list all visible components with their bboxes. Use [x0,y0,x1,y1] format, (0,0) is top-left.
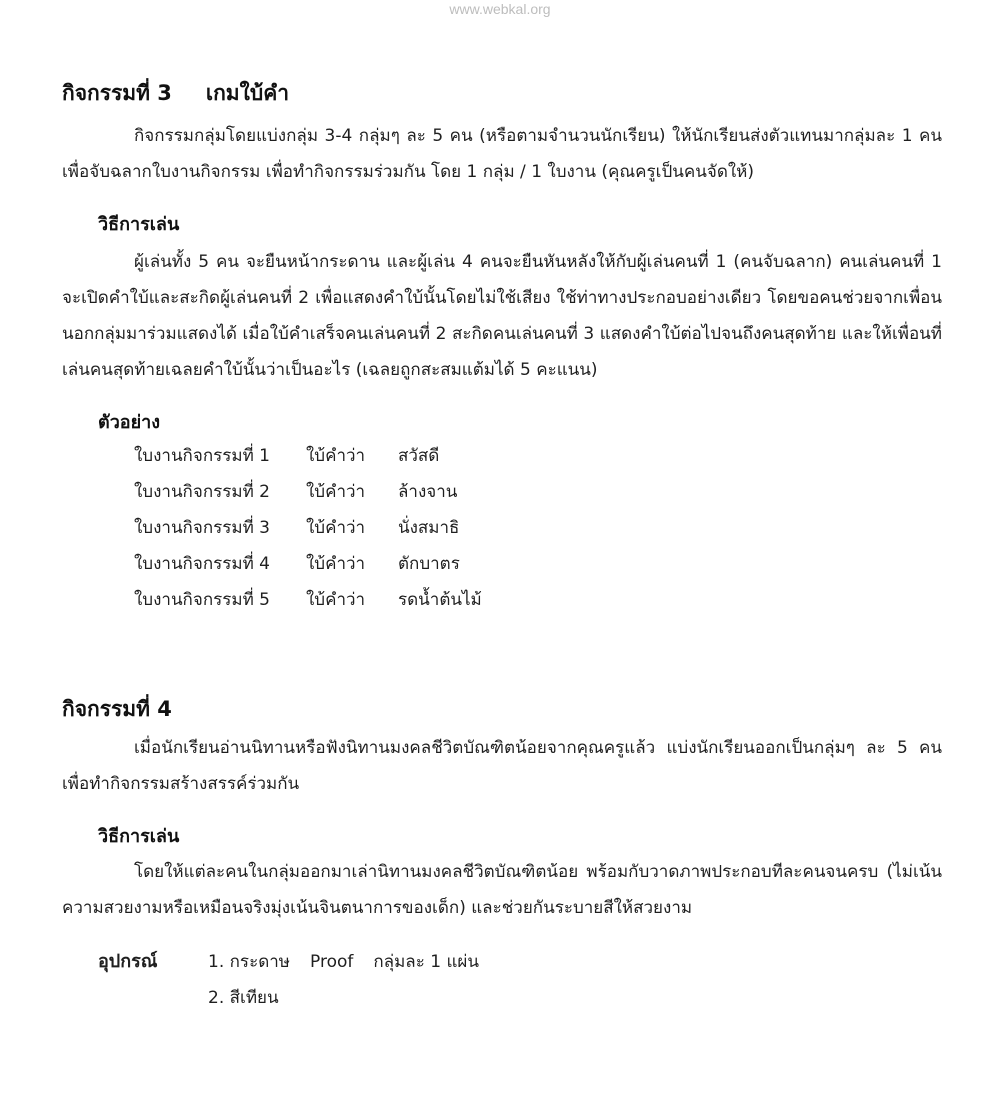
equipment-num: 2. [208,988,225,1008]
example-hint: ใบ้คำว่า [306,482,366,502]
watermark: www.webkal.org [449,1,551,17]
example-sheet: ใบงานกิจกรรมที่ 1 [134,446,270,466]
activity3-intro: กิจกรรมกลุ่มโดยแบ่งกลุ่ม 3-4 กลุ่มๆ ละ 5 คน (หรือตามจำนวนนักเรียน) ให้นักเรียนส่งตัวแทนมากลุ่มละ 1 คนเพื่อจับฉลากใบงานกิจกรรม เพื่อทำกิจกรรมร่วมกัน โดย 1 กลุ่ม / 1 ใบงาน (คุณครูเป็นคนจัดให้) [62,126,942,182]
equipment-name: สีเทียน [229,988,279,1008]
activity4-howto: โดยให้แต่ละคนในกลุ่มออกมาเล่านิทานมงคลชีวิตบัณฑิตน้อย พร้อมกับวาดภาพประกอบทีละคนจนครบ (ไม่เน้นความสวยงามหรือเหมือนจริงมุ่งเน้นจินตนาการของเด็ก) และช่วยกันระบายสีให้สวยงาม [62,862,942,918]
example-hint: ใบ้คำว่า [306,518,366,538]
example-word: รดน้ำต้นไม้ [398,590,482,610]
example-hint: ใบ้คำว่า [306,446,366,466]
example-sheet: ใบงานกิจกรรมที่ 2 [134,482,270,502]
equipment-item [208,980,479,1016]
activity4-howto-heading: วิธีการเล่น [98,826,180,847]
example-item [134,438,942,474]
example-item [134,474,942,510]
example-word: ตักบาตร [398,554,460,574]
example-word: สวัสดี [398,446,440,466]
activity3-heading [62,78,942,108]
example-list [134,438,942,618]
example-item [134,510,942,546]
equipment-label: อุปกรณ์ [98,951,158,972]
activity3-howto-heading: วิธีการเล่น [98,214,180,235]
equipment-num: 1. [208,952,225,972]
activity4-heading: กิจกรรมที่ 4 [62,697,172,721]
example-item [134,582,942,618]
equipment-detail: Proof [310,952,354,972]
document-page [62,78,942,1016]
equipment-list [208,944,479,1016]
equipment-qty: กลุ่มละ 1 แผ่น [373,952,479,972]
example-item [134,546,942,582]
example-sheet: ใบงานกิจกรรมที่ 5 [134,590,270,610]
example-word: ล้างจาน [398,482,458,502]
equipment-block [98,944,942,1016]
example-sheet: ใบงานกิจกรรมที่ 3 [134,518,270,538]
equipment-name: กระดาษ [229,952,290,972]
activity3-subtitle: เกมใบ้คำ [205,81,290,105]
example-sheet: ใบงานกิจกรรมที่ 4 [134,554,270,574]
activity3-howto: ผู้เล่นทั้ง 5 คน จะยืนหน้ากระดาน และผู้เล่น 4 คนจะยืนหันหลังให้กับผู้เล่นคนที่ 1 (คนจับฉลาก) คนเล่นคนที่ 1 จะเปิดคำใบ้และสะกิดผู้เล่นคนที่ 2 เพื่อแสดงคำใบ้นั้นโดยไม่ใช้เสียง ใช้ท่าทางประกอบอย่างเดียว โดยขอคนช่วยจากเพื่อนนอกกลุ่มมาร่วมแสดงได้ เมื่อใบ้คำเสร็จคนเล่นคนที่ 2 สะกิดคนเล่นคนที่ 3 แสดงคำใบ้ต่อไปจนถึงคนสุดท้าย และให้เพื่อนที่เล่นคนสุดท้ายเฉลยคำใบ้นั้นว่าเป็นอะไร (เฉลยถูกสะสมแต้มได้ 5 คะแนน) [62,252,942,380]
activity3-title: กิจกรรมที่ 3 [62,81,172,105]
activity3-example-heading: ตัวอย่าง [98,412,161,433]
equipment-item [208,944,479,980]
example-word: นั่งสมาธิ [398,518,460,538]
example-hint: ใบ้คำว่า [306,590,366,610]
example-hint: ใบ้คำว่า [306,554,366,574]
activity4-intro: เมื่อนักเรียนอ่านนิทานหรือฟังนิทานมงคลชีวิตบัณฑิตน้อยจากคุณครูแล้ว แบ่งนักเรียนออกเป็นกลุ่มๆ ละ 5 คน เพื่อทำกิจกรรมสร้างสรรค์ร่วมกัน [62,738,942,794]
